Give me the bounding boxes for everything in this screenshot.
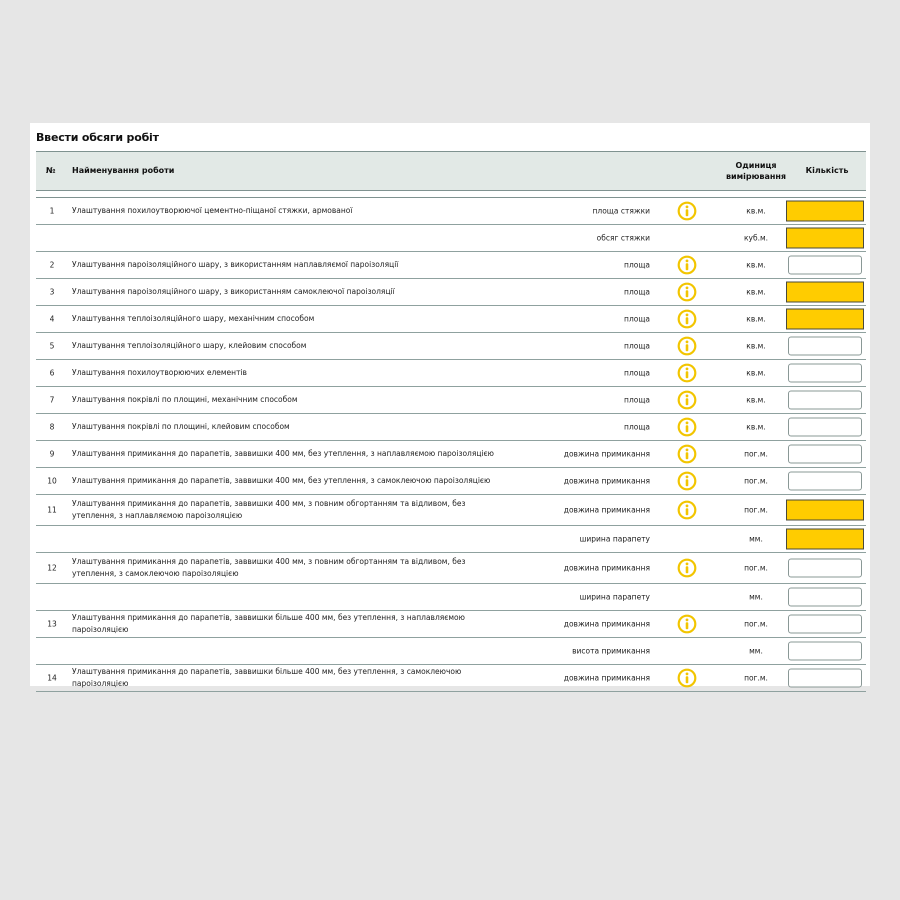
- info-icon[interactable]: [677, 363, 697, 383]
- row-number: 2: [49, 260, 55, 270]
- row-number: 4: [49, 314, 55, 324]
- table-row: [36, 333, 866, 360]
- header-number: №: [46, 166, 56, 175]
- row-parameter: довжина примикання: [563, 619, 650, 629]
- row-number: 1: [49, 206, 55, 216]
- header-unit-line2: вимірювання: [725, 172, 787, 181]
- row-parameter: висота примикання: [572, 646, 650, 656]
- table-header: [36, 151, 866, 191]
- table-row: [36, 665, 866, 692]
- row-unit: пог.м.: [744, 505, 768, 515]
- row-unit: кв.м.: [746, 395, 766, 405]
- table-body: [36, 198, 866, 692]
- info-icon[interactable]: [677, 390, 697, 410]
- row-unit: кв.м.: [746, 314, 766, 324]
- row-number: 5: [49, 341, 55, 351]
- quantity-input-required[interactable]: [786, 309, 864, 330]
- row-parameter: площа: [624, 395, 650, 405]
- row-parameter: довжина примикання: [563, 563, 650, 573]
- quantity-input-required[interactable]: [786, 500, 864, 521]
- quantity-input[interactable]: [788, 391, 862, 410]
- row-parameter: ширина парапету: [579, 534, 650, 544]
- row-unit: пог.м.: [744, 673, 768, 683]
- row-work-name: Улаштування покрівлі по площині, клейовим способом: [72, 422, 290, 431]
- row-number: 8: [49, 422, 55, 432]
- row-work-name: Улаштування пароізоляційного шару, з використанням наплавляємої пароізоляції: [72, 260, 399, 269]
- row-parameter: площа: [624, 422, 650, 432]
- row-unit: мм.: [749, 534, 763, 544]
- info-icon[interactable]: [677, 282, 697, 302]
- row-parameter: довжина примикання: [563, 449, 650, 459]
- quantity-input[interactable]: [788, 559, 862, 578]
- row-unit: кв.м.: [746, 287, 766, 297]
- table-row: [36, 306, 866, 333]
- quantity-input[interactable]: [788, 445, 862, 464]
- quantity-input[interactable]: [788, 418, 862, 437]
- row-work-name: Улаштування похилоутворюючої цементно-піщаної стяжки, армованої: [72, 206, 353, 215]
- row-parameter: ширина парапету: [579, 592, 650, 602]
- row-parameter: площа: [624, 260, 650, 270]
- info-icon[interactable]: [677, 309, 697, 329]
- info-icon[interactable]: [677, 668, 697, 688]
- quantity-input[interactable]: [788, 472, 862, 491]
- row-work-name: Улаштування похилоутворюючих елементів: [72, 368, 247, 377]
- quantity-input[interactable]: [788, 642, 862, 661]
- table-row: [36, 387, 866, 414]
- row-work-name: Улаштування покрівлі по площині, механічним способом: [72, 395, 298, 404]
- table-row: [36, 584, 866, 611]
- panel-title: Ввести обсяги робіт: [36, 131, 159, 144]
- row-unit: пог.м.: [744, 563, 768, 573]
- info-icon[interactable]: [677, 444, 697, 464]
- row-parameter: довжина примикання: [563, 476, 650, 486]
- table-row: [36, 495, 866, 526]
- info-icon[interactable]: [677, 255, 697, 275]
- row-parameter: обсяг стяжки: [596, 233, 650, 243]
- row-unit: мм.: [749, 592, 763, 602]
- row-work-name: Улаштування примикання до парапетів, заввишки більше 400 мм, без утеплення, з самоклеючою пароізоляцією: [72, 667, 462, 688]
- row-unit: мм.: [749, 646, 763, 656]
- header-unit: [716, 160, 796, 182]
- row-unit: кв.м.: [746, 341, 766, 351]
- table-row: [36, 225, 866, 252]
- row-work-name: Улаштування теплоізоляційного шару, клейовим способом: [72, 341, 307, 350]
- table-row: [36, 468, 866, 495]
- info-icon[interactable]: [677, 201, 697, 221]
- row-number: 12: [47, 563, 57, 573]
- row-work-name: Улаштування теплоізоляційного шару, механічним способом: [72, 314, 315, 323]
- quantity-input[interactable]: [788, 588, 862, 607]
- row-parameter: довжина примикання: [563, 505, 650, 515]
- quantity-input[interactable]: [788, 337, 862, 356]
- row-work-name: Улаштування примикання до парапетів, заввишки 400 мм, без утеплення, з самоклеючою пароізоляцією: [72, 476, 491, 485]
- row-number: 7: [49, 395, 55, 405]
- row-unit: куб.м.: [743, 233, 769, 243]
- row-unit: кв.м.: [746, 260, 766, 270]
- row-unit: кв.м.: [746, 422, 766, 432]
- info-icon[interactable]: [677, 614, 697, 634]
- table-row: [36, 360, 866, 387]
- row-number: 13: [47, 619, 57, 629]
- row-unit: кв.м.: [746, 206, 766, 216]
- header-divider: [36, 191, 866, 198]
- row-number: 14: [47, 673, 57, 683]
- quantity-input-required[interactable]: [786, 282, 864, 303]
- quantity-input[interactable]: [788, 615, 862, 634]
- info-icon[interactable]: [677, 471, 697, 491]
- row-parameter: площа: [624, 314, 650, 324]
- row-work-name: Улаштування примикання до парапетів, заввишки 400 мм, з повним обгортанням та відливом, без утеплення, з самоклеючою пароізоляцією: [72, 557, 466, 578]
- row-number: 6: [49, 368, 55, 378]
- row-unit: пог.м.: [744, 476, 768, 486]
- row-parameter: площа: [624, 368, 650, 378]
- table-row: [36, 553, 866, 584]
- row-number: 3: [49, 287, 55, 297]
- row-work-name: Улаштування примикання до парапетів, заввишки 400 мм, з повним обгортанням та відливом, без утеплення, з наплавляємою пароізоляцією: [72, 499, 466, 520]
- table-row: [36, 526, 866, 553]
- table-row: [36, 252, 866, 279]
- row-number: 11: [47, 505, 57, 515]
- row-parameter: площа: [624, 341, 650, 351]
- row-work-name: Улаштування примикання до парапетів, заввишки 400 мм, без утеплення, з наплавляємою пароізоляцією: [72, 449, 494, 458]
- row-parameter: довжина примикання: [563, 673, 650, 683]
- row-unit: пог.м.: [744, 619, 768, 629]
- row-work-name: Улаштування пароізоляційного шару, з використанням самоклеючої пароізоляції: [72, 287, 395, 296]
- row-unit: пог.м.: [744, 449, 768, 459]
- header-quantity: Кількість: [805, 166, 849, 175]
- quantity-input[interactable]: [788, 364, 862, 383]
- quantity-input[interactable]: [788, 669, 862, 688]
- header-unit-line1: Одиниця: [735, 161, 777, 170]
- quantity-input-required[interactable]: [786, 201, 864, 222]
- table-row: [36, 198, 866, 225]
- work-volumes-table: [36, 151, 866, 692]
- info-icon[interactable]: [677, 558, 697, 578]
- table-row: [36, 279, 866, 306]
- row-parameter: площа: [624, 287, 650, 297]
- info-icon[interactable]: [677, 336, 697, 356]
- table-row: [36, 638, 866, 665]
- table-row: [36, 441, 866, 468]
- quantity-input-required[interactable]: [786, 228, 864, 249]
- row-number: 10: [47, 476, 57, 486]
- info-icon[interactable]: [677, 500, 697, 520]
- table-row: [36, 414, 866, 441]
- row-work-name: Улаштування примикання до парапетів, заввишки більше 400 мм, без утеплення, з наплавляємою пароізоляцією: [72, 613, 465, 634]
- row-number: 9: [49, 449, 55, 459]
- quantity-input-required[interactable]: [786, 529, 864, 550]
- row-unit: кв.м.: [746, 368, 766, 378]
- quantity-input[interactable]: [788, 256, 862, 275]
- info-icon[interactable]: [677, 417, 697, 437]
- row-parameter: площа стяжки: [592, 206, 650, 216]
- table-row: [36, 611, 866, 638]
- header-work-name: Найменування роботи: [72, 166, 175, 175]
- work-volumes-panel: [30, 123, 870, 686]
